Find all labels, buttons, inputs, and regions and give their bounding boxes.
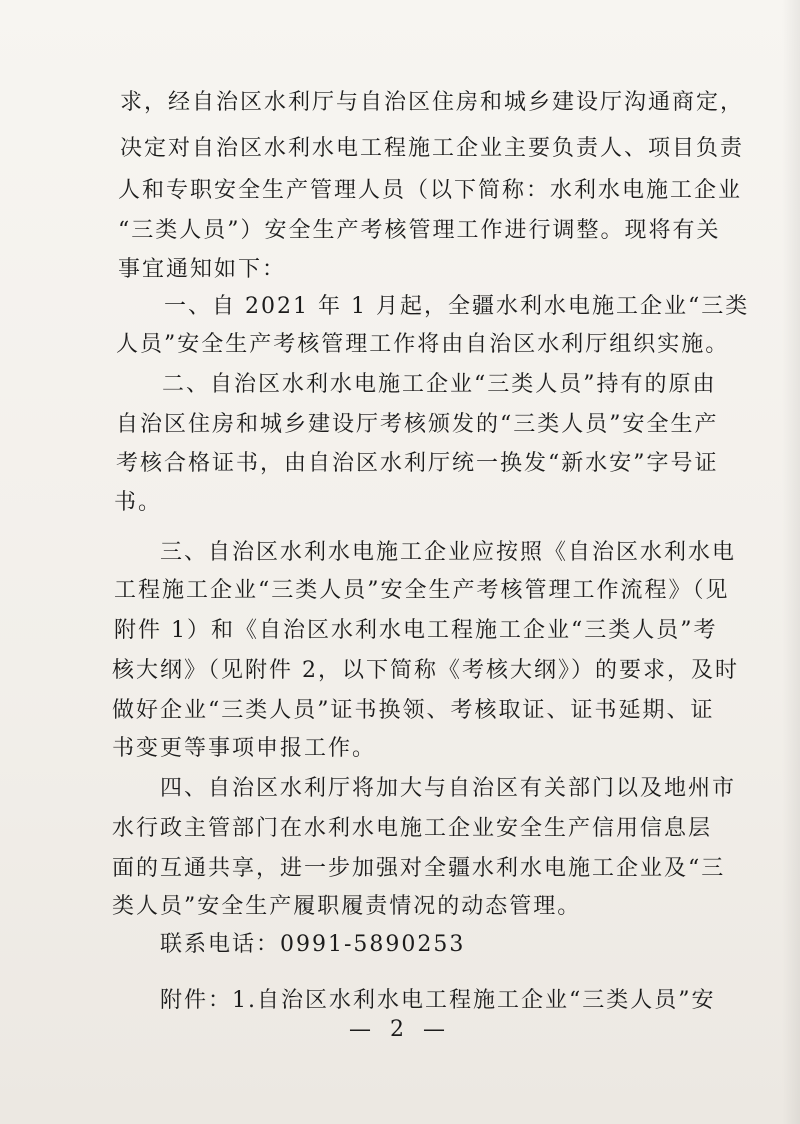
contact-phone: 联系电话：0991-5890253	[160, 932, 466, 957]
paragraph-item-1-line-1: 一、自 2021 年 1 月起，全疆水利水电施工企业“三类	[164, 294, 750, 319]
paragraph-intro-line-2: 决定对自治区水利水电工程施工企业主要负责人、项目负责	[120, 136, 745, 161]
paragraph-item-2-line-4: 书。	[114, 490, 163, 515]
paragraph-item-3-line-6: 书变更等事项申报工作。	[112, 736, 377, 761]
paragraph-item-3-line-1: 三、自治区水利水电施工企业应按照《自治区水利水电	[160, 540, 737, 565]
paragraph-item-4-line-3: 面的互通共享，进一步加强对全疆水利水电施工企业及“三	[112, 856, 726, 881]
paragraph-intro-line-5: 事宜通知如下：	[118, 257, 287, 282]
paragraph-item-4-line-2: 水行政主管部门在水利水电施工企业安全生产信用信息层	[112, 816, 713, 841]
paragraph-intro-line-4: “三类人员”）安全生产考核管理工作进行调整。现将有关	[118, 218, 721, 243]
paragraph-item-2-line-1: 二、自治区水利水电施工企业“三类人员”持有的原由	[162, 372, 717, 397]
paragraph-item-4-line-1: 四、自治区水利厅将加大与自治区有关部门以及地州市	[160, 776, 737, 801]
paragraph-item-3-line-2: 工程施工企业“三类人员”安全生产考核管理工作流程》（见	[114, 578, 730, 603]
paragraph-item-2-line-3: 考核合格证书，由自治区水利厅统一换发“新水安”字号证	[116, 451, 719, 476]
paragraph-item-1-line-2: 人员”安全生产考核管理工作将由自治区水利厅组织实施。	[116, 332, 730, 357]
paragraph-item-3-line-5: 做好企业“三类人员”证书换领、考核取证、证书延期、证	[112, 698, 715, 723]
paragraph-intro-line-3: 人和专职安全生产管理人员（以下简称：水利水电施工企业	[118, 178, 743, 203]
paragraph-item-3-line-4: 核大纲》（见附件 2，以下简称《考核大纲》）的要求，及时	[112, 658, 739, 683]
page-edge-shadow	[782, 0, 800, 1124]
attachment-line: 附件：1.自治区水利水电工程施工企业“三类人员”安	[160, 988, 716, 1013]
page-number: — 2 —	[349, 1017, 451, 1042]
paragraph-item-2-line-2: 自治区住房和城乡建设厅考核颁发的“三类人员”安全生产	[116, 412, 719, 437]
paragraph-intro-line-1: 求，经自治区水利厅与自治区住房和城乡建设厅沟通商定，	[120, 90, 745, 115]
paragraph-item-3-line-3: 附件 1）和《自治区水利水电工程施工企业“三类人员”考	[114, 618, 718, 643]
paragraph-item-4-line-4: 类人员”安全生产履职履责情况的动态管理。	[112, 894, 582, 919]
